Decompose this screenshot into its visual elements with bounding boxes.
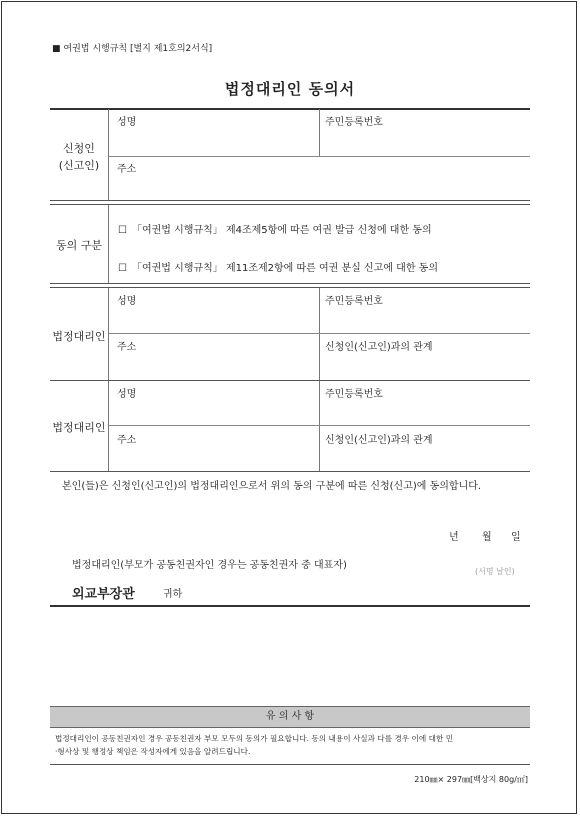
divider xyxy=(50,108,530,110)
divider xyxy=(108,333,530,334)
guardian1-address-label: 주소 xyxy=(117,342,137,353)
guardian2-section-label: 법정대리인 xyxy=(52,421,106,434)
guardian2-name-label: 성명 xyxy=(117,389,137,400)
guardian2-address-label: 주소 xyxy=(117,435,137,446)
date-month-label: 월 xyxy=(482,532,492,543)
guardian1-name-label: 성명 xyxy=(117,296,137,307)
consent-section-label: 동의 구분 xyxy=(55,239,102,252)
divider xyxy=(108,381,109,471)
divider xyxy=(50,283,530,284)
date-day-label: 일 xyxy=(511,532,521,543)
divider xyxy=(50,471,530,472)
divider xyxy=(108,156,530,157)
applicant-address-label: 주소 xyxy=(117,164,137,175)
consent-statement: 본인(들)은 신청인(신고인)의 법정대리인으로서 위의 동의 구분에 따른 신청(신고)에 동의합니다. xyxy=(62,481,482,492)
signature-hint: (서명 날인) xyxy=(475,567,515,576)
guardian1-section-label: 법정대리인 xyxy=(52,330,106,343)
divider xyxy=(319,109,320,156)
divider xyxy=(50,380,530,381)
paper-spec: 210㎜× 297㎜[백상지 80g/㎡] xyxy=(414,775,528,784)
recipient-suffix: 귀하 xyxy=(163,589,183,600)
divider xyxy=(108,109,109,200)
applicant-id-label: 주민등록번호 xyxy=(325,117,383,128)
guardian1-relation-label: 신청인(신고인)과의 관계 xyxy=(325,342,433,353)
consent-option-1[interactable] xyxy=(118,221,432,236)
form-reference-text: 여권법 시행규칙 [별지 제1호의2서식] xyxy=(63,44,213,54)
consent-option-text: 「여권법 시행규칙」 제11조제2항에 따른 여권 분실 신고에 대한 동의 xyxy=(131,263,438,274)
signer-label: 법정대리인(부모가 공동친권자인 경우는 공동친권자 중 대표자) xyxy=(72,560,347,571)
form-frame xyxy=(1,1,577,814)
divider xyxy=(50,204,530,205)
divider xyxy=(50,764,530,765)
divider xyxy=(108,288,109,380)
divider xyxy=(50,605,530,607)
consent-option-2[interactable] xyxy=(118,259,438,274)
divider xyxy=(50,200,530,201)
applicant-section-label: 신청인 xyxy=(63,142,95,155)
divider xyxy=(319,288,320,380)
guardian2-relation-label: 신청인(신고인)과의 관계 xyxy=(325,435,433,446)
notice-title: 유 의 사 항 xyxy=(265,711,315,722)
guardian2-id-label: 주민등록번호 xyxy=(325,389,383,400)
divider xyxy=(319,381,320,471)
divider xyxy=(108,425,530,426)
applicant-name-label: 성명 xyxy=(117,117,137,128)
checkbox-icon[interactable]: ☐ xyxy=(118,225,127,236)
notice-header xyxy=(50,706,530,728)
guardian1-id-label: 주민등록번호 xyxy=(325,296,383,307)
notice-line-2: ·형사상 및 행정상 책임은 작성자에게 있음을 알려드립니다. xyxy=(55,747,251,756)
form-reference xyxy=(52,41,212,54)
bullet-icon: ■ xyxy=(52,44,61,54)
divider xyxy=(50,287,530,288)
page-title: 법정대리인 동의서 xyxy=(224,80,356,98)
notice-line-1: 법정대리인이 공동친권자인 경우 공동친권자 부모 모두의 동의가 필요합니다. 동의 내용이 사실과 다를 경우 이에 대한 민 xyxy=(55,734,454,743)
checkbox-icon[interactable]: ☐ xyxy=(118,263,127,274)
divider xyxy=(108,205,109,283)
date-year-label: 년 xyxy=(449,532,459,543)
recipient-name: 외교부장관 xyxy=(72,587,135,602)
consent-option-text: 「여권법 시행규칙」 제4조제5항에 따른 여권 발급 신청에 대한 동의 xyxy=(131,225,432,236)
applicant-section-label-sub: (신고인) xyxy=(58,159,100,172)
